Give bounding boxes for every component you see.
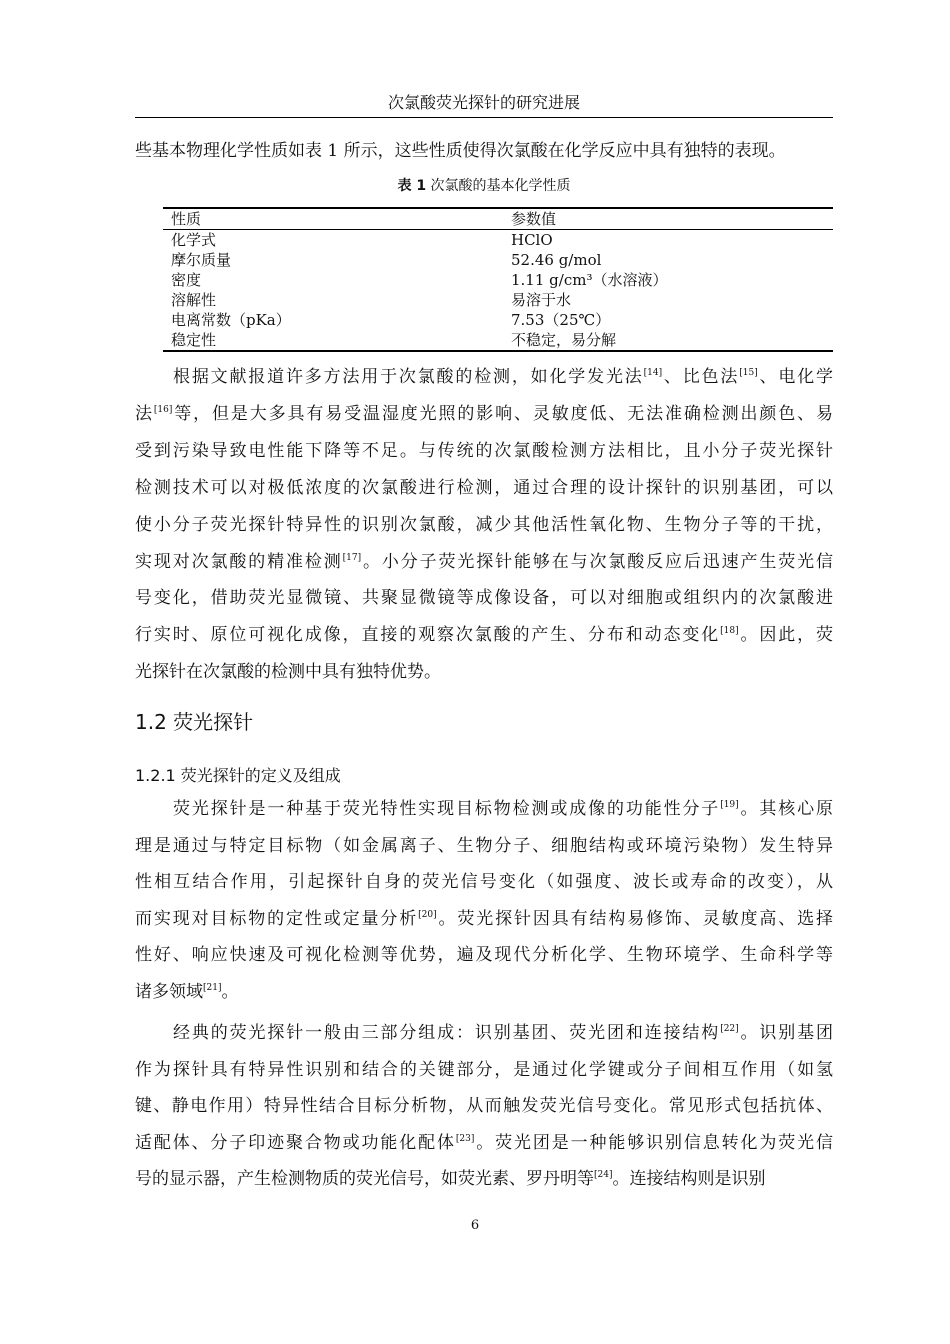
citation-ref: [16] <box>153 404 173 415</box>
text-run: 使小分子荧光探针特异性的识别次氯酸，减少其他活性氧化物、生物分子等的干扰， <box>135 514 833 535</box>
text-run: 法 <box>135 403 154 424</box>
paragraph-line <box>135 359 833 395</box>
text-run: 根据文献报道许多方法用于次氯酸的检测，如化学发光法 <box>173 367 644 387</box>
header-rule <box>135 117 833 118</box>
table-header-cell: 参数值 <box>503 208 833 230</box>
text-run: 荧光探针是一种基于荧光特性实现目标物检测或成像的功能性分子 <box>173 799 721 819</box>
citation-ref: [18] <box>720 626 739 637</box>
paragraph-line <box>135 864 833 900</box>
citation-ref: [19] <box>720 800 739 810</box>
text-run: 号的显示器，产生检测物质的荧光信号，如荧光素、罗丹明等 <box>135 1169 594 1189</box>
paragraph-line <box>135 433 833 469</box>
citation-ref: [20] <box>418 909 437 920</box>
paragraph-line <box>135 901 833 937</box>
table-cell: 化学式 <box>171 231 217 249</box>
text-run: 。荧光团是一种能够识别信息转化为荧光信 <box>474 1132 833 1153</box>
text-run: 。连接结构则是识别 <box>612 1169 766 1189</box>
citation-ref: [17] <box>342 552 362 563</box>
text-run: 。识别基团 <box>738 1023 833 1043</box>
table-cell: 摩尔质量 <box>171 251 232 269</box>
text-run: 、电化学 <box>757 367 833 387</box>
paragraph-line <box>135 1088 833 1124</box>
text-run: 。荧光探针因具有结构易修饰、灵敏度高、选择 <box>436 908 833 929</box>
table-cell: 稳定性 <box>171 331 217 349</box>
text-run: 性好、响应快速及可视化检测等优势，遍及现代分析化学、生物环境学、生命科学等 <box>135 945 833 966</box>
text-run: 行实时、原位可视化成像，直接的观察次氯酸的产生、分布和动态变化 <box>135 625 721 646</box>
table-row <box>163 270 833 290</box>
text-run: 、比色法 <box>662 367 740 387</box>
paragraph-line <box>135 507 833 543</box>
paragraph-line <box>135 1052 833 1088</box>
table-header-row <box>163 208 833 230</box>
paragraph-line <box>135 617 833 653</box>
table-row <box>163 310 833 330</box>
table-cell: 溶解性 <box>171 291 217 309</box>
paragraph-line <box>135 470 833 506</box>
paragraph-line <box>135 654 833 690</box>
table-cell: 易溶于水 <box>511 291 572 309</box>
paragraph-line <box>135 1125 833 1161</box>
table-cell: 1.11 g/cm³（水溶液） <box>511 271 668 289</box>
table-cell: HClO <box>511 231 553 249</box>
table-row <box>163 230 833 251</box>
table-cell: 7.53（25℃） <box>511 311 611 329</box>
paragraph-line <box>135 580 833 616</box>
table-row <box>163 250 833 270</box>
text-run: 。 <box>221 982 239 1002</box>
paragraph-line <box>135 1161 833 1197</box>
text-run: 等，但是大多具有易受温湿度光照的影响、灵敏度低、无法准确检测出颜色、易 <box>172 403 833 424</box>
subsection-heading: 1.2.1 荧光探针的定义及组成 <box>135 766 341 785</box>
table-cell: 52.46 g/mol <box>511 251 602 269</box>
citation-ref: [22] <box>720 1024 739 1034</box>
paragraph-line <box>135 937 833 973</box>
paragraph-line <box>135 544 833 580</box>
text-run: 诸多领域 <box>135 982 203 1002</box>
table-caption-label: 表 1 <box>397 178 427 194</box>
properties-table <box>163 207 833 352</box>
table-cell: 电离常数（pKa） <box>171 311 291 329</box>
paragraph-line <box>135 1015 833 1051</box>
text-run: 检测技术可以对极低浓度的次氯酸进行检测，通过合理的设计探针的识别基团，可以 <box>135 477 833 498</box>
text-run: 而实现对目标物的定性或定量分析 <box>135 908 419 929</box>
intro-line: 些基本物理化学性质如表 1 所示，这些性质使得次氯酸在化学反应中具有独特的表现。 <box>135 141 786 161</box>
table-cell: 不稳定，易分解 <box>511 331 617 349</box>
table-row <box>163 290 833 310</box>
page-number: 6 <box>470 1218 480 1233</box>
section-heading: 1.2 荧光探针 <box>135 710 254 734</box>
table-header-cell: 性质 <box>163 208 503 230</box>
citation-ref: [23] <box>455 1133 475 1144</box>
table-caption <box>135 176 833 196</box>
text-run: 光探针在次氯酸的检测中具有独特优势。 <box>135 662 441 683</box>
text-run: 。因此，荧 <box>738 625 833 646</box>
table-row <box>163 330 833 351</box>
text-run: 。其核心原 <box>738 799 833 819</box>
text-run: 键、静电作用）特异性结合目标分析物，从而触发荧光信号变化。常见形式包括抗体、 <box>135 1096 833 1116</box>
paragraph-line <box>135 974 833 1010</box>
text-run: 。小分子荧光探针能够在与次氯酸反应后迅速产生荧光信 <box>361 551 833 572</box>
paragraph-line <box>135 791 833 827</box>
text-run: 性相互结合作用，引起探针自身的荧光信号变化（如强度、波长或寿命的改变），从 <box>135 872 833 893</box>
text-run: 适配体、分子印迹聚合物或功能化配体 <box>135 1132 456 1153</box>
text-run: 经典的荧光探针一般由三部分组成：识别基团、荧光团和连接结构 <box>173 1023 721 1043</box>
text-run: 作为探针具有特异性识别和结合的关键部分，是通过化学键或分子间相互作用（如氢 <box>135 1059 833 1080</box>
paragraph-line <box>135 828 833 864</box>
table-cell: 密度 <box>171 271 202 289</box>
citation-ref: [21] <box>203 983 222 993</box>
text-run: 理是通过与特定目标物（如金属离子、生物分子、细胞结构或环境污染物）发生特异 <box>135 835 833 856</box>
paragraph-line <box>135 396 833 432</box>
running-header: 次氯酸荧光探针的研究进展 <box>387 93 580 112</box>
citation-ref: [14] <box>643 368 663 378</box>
text-run: 受到污染导致电性能下降等不足。与传统的次氯酸检测方法相比，且小分子荧光探针 <box>135 440 833 461</box>
text-run: 实现对次氯酸的精准检测 <box>135 551 343 572</box>
text-run: 号变化，借助荧光显微镜、共聚显微镜等成像设备，可以对细胞或组织内的次氯酸进 <box>135 588 833 609</box>
table-caption-text: 次氯酸的基本化学性质 <box>430 178 571 194</box>
citation-ref: [15] <box>739 368 758 378</box>
citation-ref: [24] <box>594 1170 613 1180</box>
